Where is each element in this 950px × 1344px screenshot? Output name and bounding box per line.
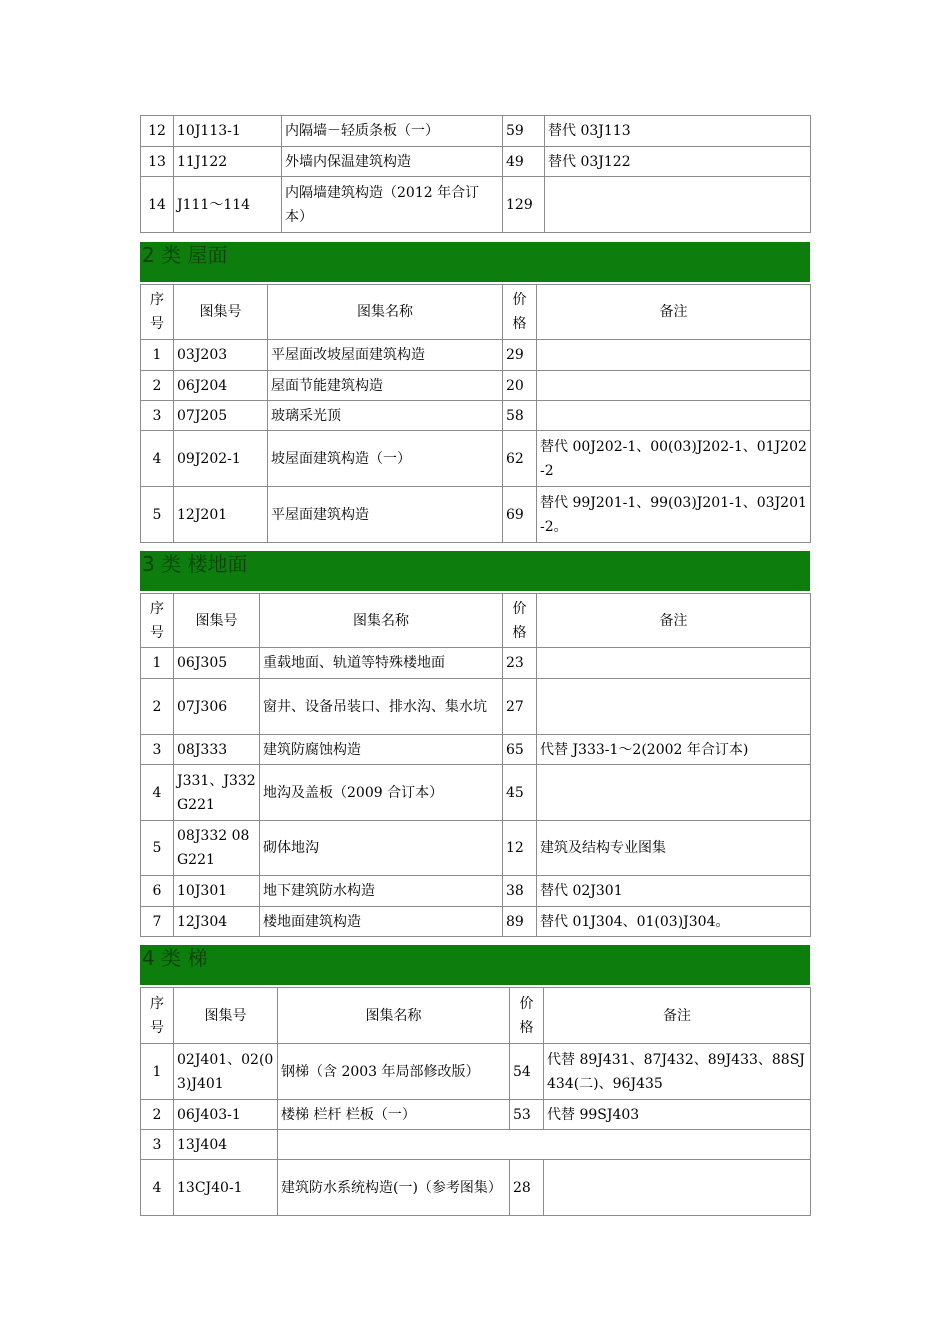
header-no: 序号 [141, 988, 174, 1044]
row-name [278, 1130, 811, 1160]
row-note [545, 177, 811, 233]
section-title: 4 类 梯 [142, 946, 208, 970]
row-price: 53 [510, 1100, 544, 1130]
row-no: 6 [141, 876, 174, 907]
table-row [141, 487, 811, 543]
row-price: 45 [503, 765, 537, 821]
row-note [537, 765, 811, 821]
row-name: 平屋面改坡屋面建筑构造 [268, 340, 503, 371]
header-note: 备注 [537, 285, 811, 340]
row-code: 06J403-1 [174, 1100, 278, 1130]
row-no: 4 [141, 431, 174, 487]
table-row [141, 821, 811, 876]
row-code: J331、J332 G221 [174, 765, 260, 821]
row-note [537, 340, 811, 371]
row-note: 替代 03J113 [545, 116, 811, 147]
header-code: 图集号 [174, 594, 260, 648]
wall-table-continued [140, 115, 810, 233]
table-row [141, 340, 811, 371]
table-row [141, 371, 811, 401]
header-price: 价格 [503, 285, 537, 340]
row-code: 13J404 [174, 1130, 278, 1160]
header-name: 图集名称 [268, 285, 503, 340]
row-note [544, 1160, 811, 1216]
row-name: 坡屋面建筑构造（一） [268, 431, 503, 487]
table-row [141, 177, 811, 233]
row-no: 1 [141, 1044, 174, 1100]
row-price: 49 [503, 147, 545, 177]
row-note: 替代 99J201-1、99(03)J201-1、03J201-2。 [537, 487, 811, 543]
row-no: 14 [141, 177, 174, 233]
row-code: 13CJ40-1 [174, 1160, 278, 1216]
table-row [141, 1044, 811, 1100]
header-note: 备注 [544, 988, 811, 1044]
row-note: 代替 89J431、87J432、89J433、88SJ434(二)、96J435 [544, 1044, 811, 1100]
section-header-stairs [140, 945, 810, 985]
header-code: 图集号 [174, 285, 268, 340]
table-header-row [141, 594, 811, 648]
row-note [537, 371, 811, 401]
table-row [141, 907, 811, 937]
table-row [141, 679, 811, 735]
table-header-row [141, 988, 811, 1044]
row-code: 08J333 [174, 735, 260, 765]
row-note: 代替 J333-1～2(2002 年合订本) [537, 735, 811, 765]
row-code: 09J202-1 [174, 431, 268, 487]
row-no: 2 [141, 371, 174, 401]
table-row [141, 876, 811, 907]
row-note [537, 648, 811, 679]
row-name: 建筑防水系统构造(一)（参考图集） [278, 1160, 510, 1216]
header-note: 备注 [537, 594, 811, 648]
header-price: 价格 [510, 988, 544, 1044]
row-price: 58 [503, 401, 537, 431]
header-code: 图集号 [174, 988, 278, 1044]
row-name: 平屋面建筑构造 [268, 487, 503, 543]
row-name: 楼地面建筑构造 [260, 907, 503, 937]
row-code: 07J205 [174, 401, 268, 431]
row-no: 3 [141, 1130, 174, 1160]
row-code: 10J113-1 [174, 116, 282, 147]
row-price: 38 [503, 876, 537, 907]
row-no: 5 [141, 487, 174, 543]
row-name: 屋面节能建筑构造 [268, 371, 503, 401]
row-name: 地下建筑防水构造 [260, 876, 503, 907]
row-price: 28 [510, 1160, 544, 1216]
table-row [141, 147, 811, 177]
floor-table [140, 593, 810, 937]
row-code: J111～114 [174, 177, 282, 233]
table-row [141, 1130, 811, 1160]
row-name: 地沟及盖板（2009 合订本） [260, 765, 503, 821]
row-code: 03J203 [174, 340, 268, 371]
row-code: 12J201 [174, 487, 268, 543]
header-price: 价格 [503, 594, 537, 648]
roof-table [140, 284, 810, 543]
row-price: 65 [503, 735, 537, 765]
row-price: 129 [503, 177, 545, 233]
header-no: 序号 [141, 285, 174, 340]
row-note: 建筑及结构专业图集 [537, 821, 811, 876]
row-code: 10J301 [174, 876, 260, 907]
row-code: 02J401、02(03)J401 [174, 1044, 278, 1100]
row-price: 54 [510, 1044, 544, 1100]
row-code: 11J122 [174, 147, 282, 177]
header-no: 序号 [141, 594, 174, 648]
row-price: 69 [503, 487, 537, 543]
row-code: 08J332 08G221 [174, 821, 260, 876]
row-code: 06J305 [174, 648, 260, 679]
row-name: 砌体地沟 [260, 821, 503, 876]
row-name: 外墙内保温建筑构造 [282, 147, 503, 177]
row-name: 楼梯 栏杆 栏板（一） [278, 1100, 510, 1130]
row-no: 2 [141, 1100, 174, 1130]
row-name: 重载地面、轨道等特殊楼地面 [260, 648, 503, 679]
row-code: 06J204 [174, 371, 268, 401]
row-note: 替代 00J202-1、00(03)J202-1、01J202-2 [537, 431, 811, 487]
row-name: 玻璃采光顶 [268, 401, 503, 431]
row-no: 1 [141, 340, 174, 371]
row-code: 12J304 [174, 907, 260, 937]
table-row [141, 1100, 811, 1130]
table-row [141, 401, 811, 431]
table-row [141, 431, 811, 487]
row-no: 1 [141, 648, 174, 679]
table-row [141, 1160, 811, 1216]
row-note [537, 401, 811, 431]
table-row [141, 116, 811, 147]
row-price: 27 [503, 679, 537, 735]
row-price: 20 [503, 371, 537, 401]
section-title: 3 类 楼地面 [142, 552, 248, 576]
row-no: 3 [141, 735, 174, 765]
header-name: 图集名称 [278, 988, 510, 1044]
row-no: 12 [141, 116, 174, 147]
row-no: 4 [141, 1160, 174, 1216]
row-note: 替代 03J122 [545, 147, 811, 177]
row-code: 07J306 [174, 679, 260, 735]
table-row [141, 765, 811, 821]
section-title: 2 类 屋面 [142, 243, 228, 267]
row-price: 29 [503, 340, 537, 371]
table-row [141, 735, 811, 765]
stairs-table [140, 987, 810, 1216]
table-header-row [141, 285, 811, 340]
row-price: 89 [503, 907, 537, 937]
row-name: 钢梯（含 2003 年局部修改版） [278, 1044, 510, 1100]
row-price: 23 [503, 648, 537, 679]
row-no: 3 [141, 401, 174, 431]
row-price: 12 [503, 821, 537, 876]
row-name: 建筑防腐蚀构造 [260, 735, 503, 765]
table-row [141, 648, 811, 679]
header-name: 图集名称 [260, 594, 503, 648]
row-note: 代替 99SJ403 [544, 1100, 811, 1130]
row-name: 窗井、设备吊装口、排水沟、集水坑 [260, 679, 503, 735]
row-no: 2 [141, 679, 174, 735]
section-header-roof [140, 242, 810, 282]
section-header-floor [140, 551, 810, 591]
row-name: 内隔墙－轻质条板（一） [282, 116, 503, 147]
row-price: 62 [503, 431, 537, 487]
row-no: 7 [141, 907, 174, 937]
row-no: 13 [141, 147, 174, 177]
row-note [537, 679, 811, 735]
row-price: 59 [503, 116, 545, 147]
row-name: 内隔墙建筑构造（2012 年合订本） [282, 177, 503, 233]
row-no: 4 [141, 765, 174, 821]
row-note: 替代 02J301 [537, 876, 811, 907]
row-note: 替代 01J304、01(03)J304。 [537, 907, 811, 937]
row-no: 5 [141, 821, 174, 876]
